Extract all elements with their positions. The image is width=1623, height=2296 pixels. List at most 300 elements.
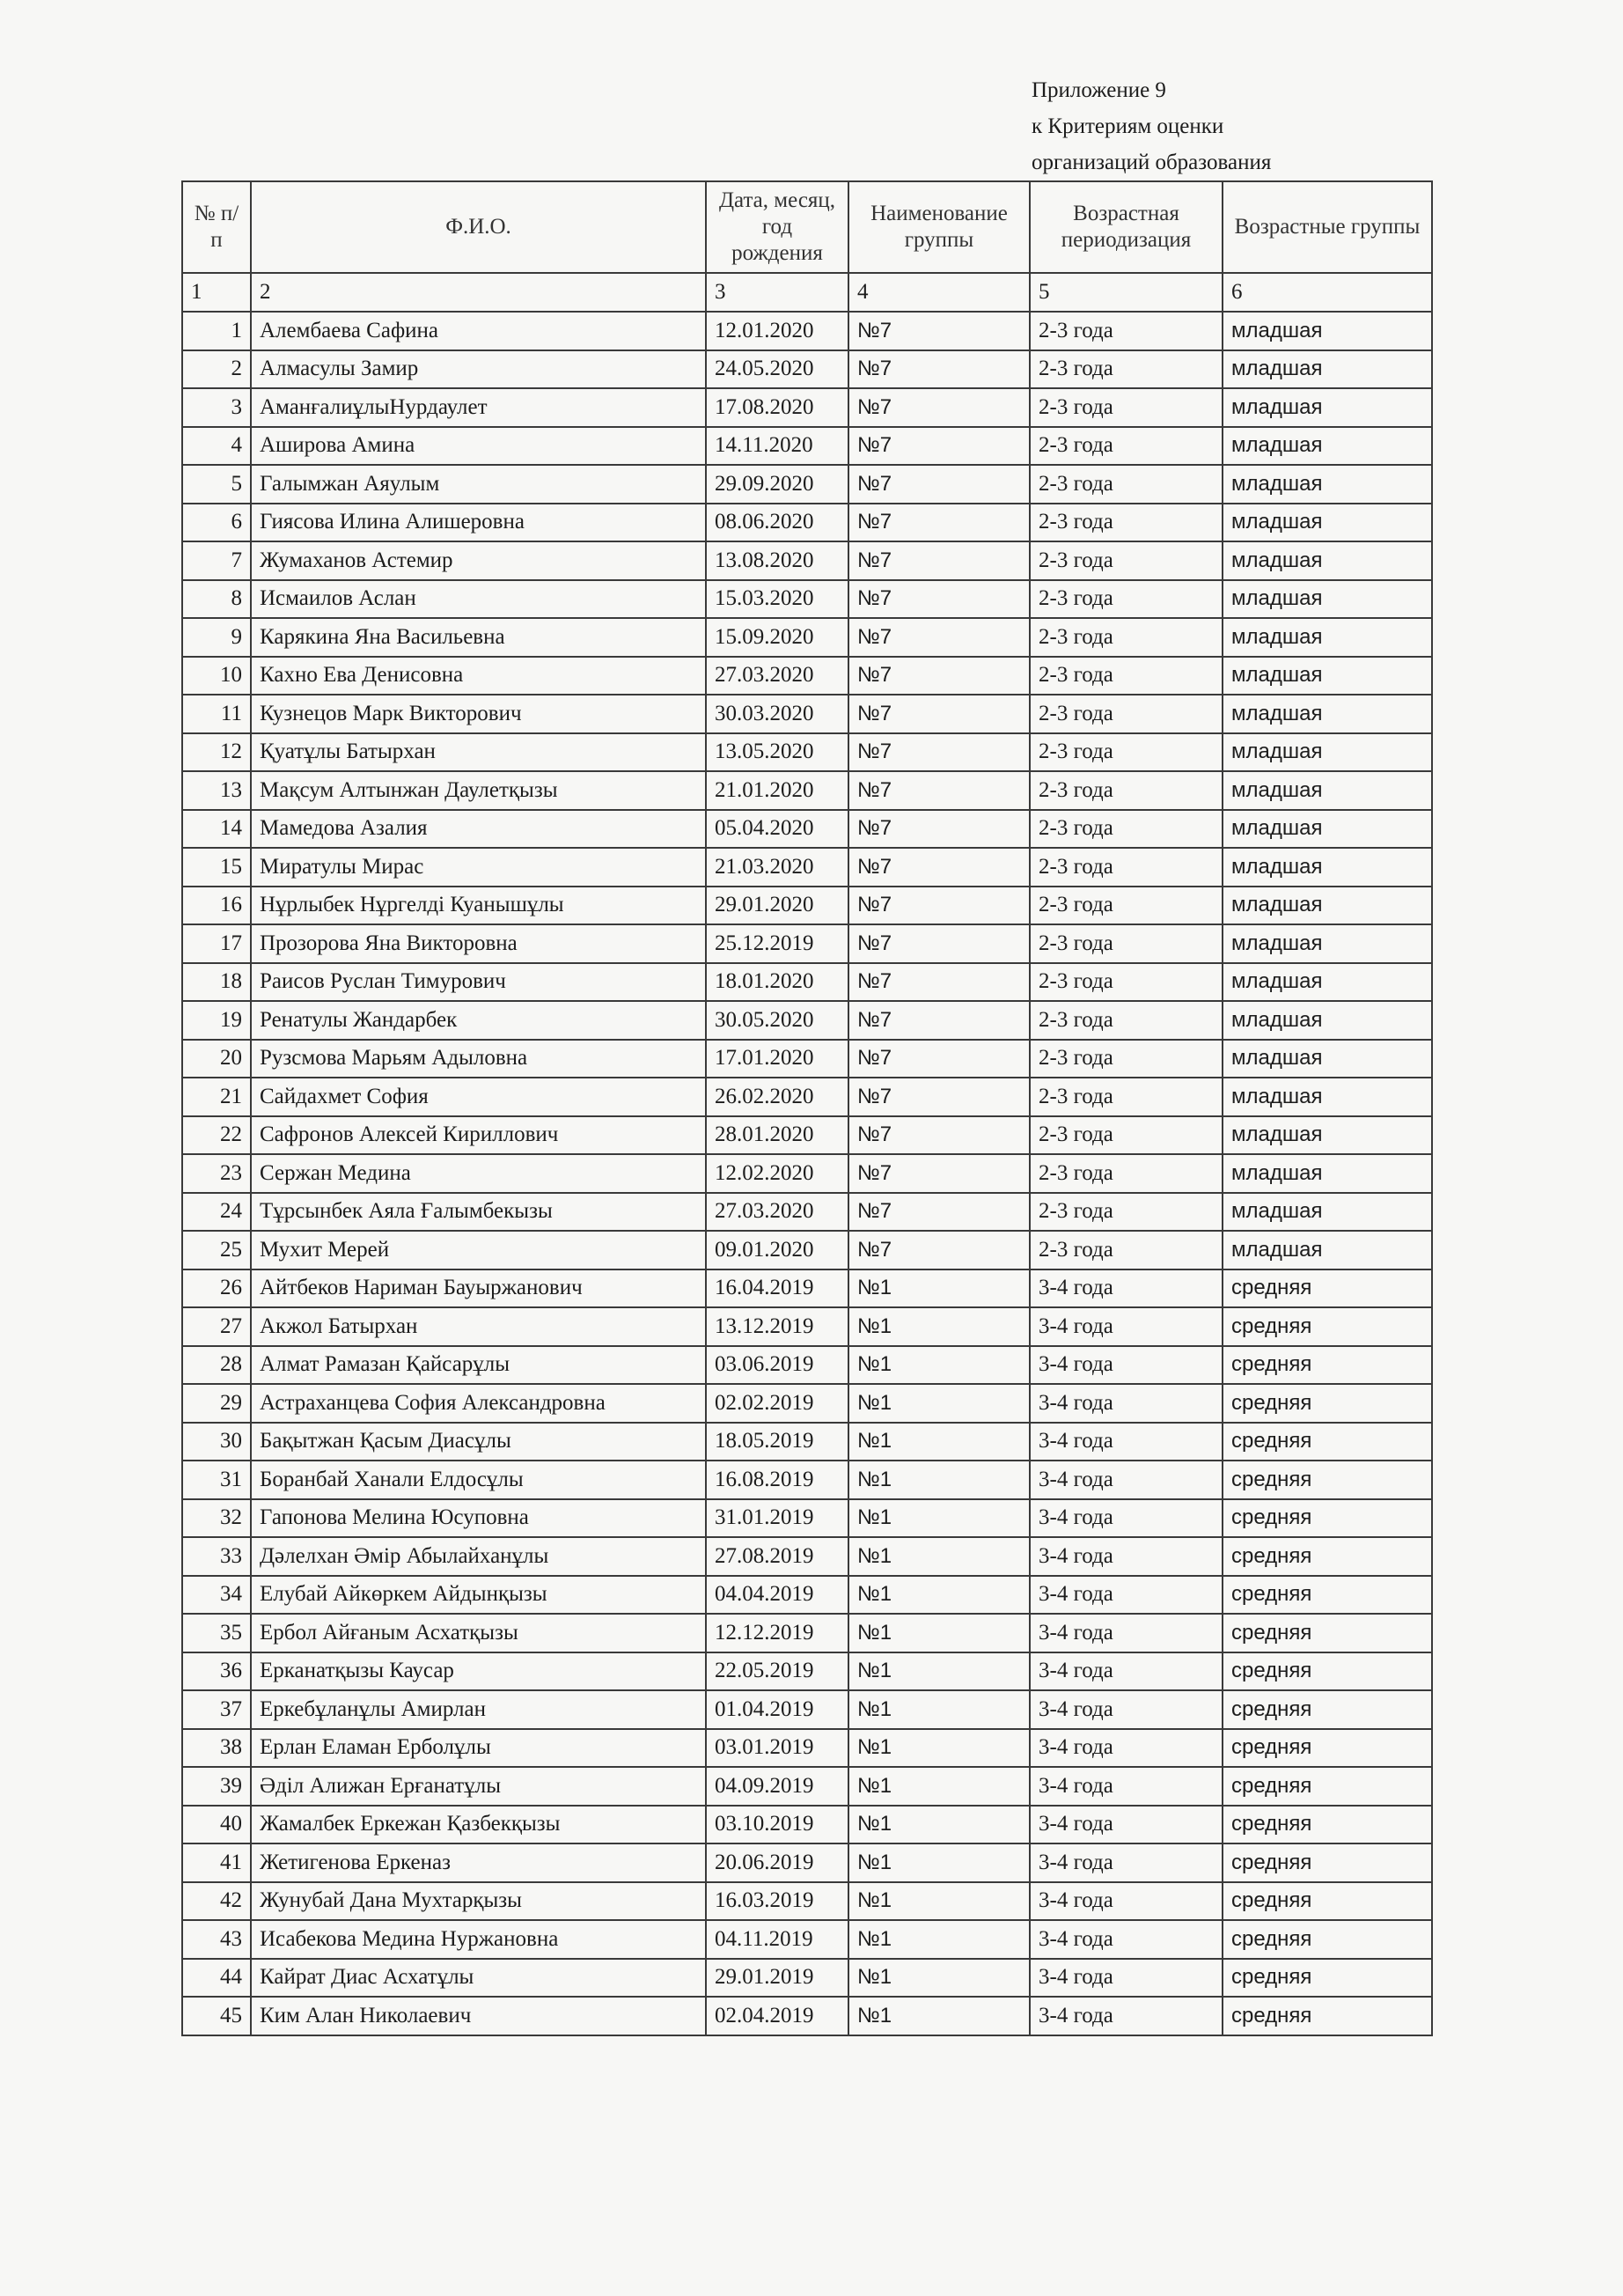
row-index: 19 <box>182 1001 251 1040</box>
row-index: 38 <box>182 1729 251 1768</box>
appendix-subtitle-line: организаций образования <box>1032 151 1272 174</box>
group-name: №7 <box>848 848 1030 887</box>
birth-date: 04.04.2019 <box>706 1576 848 1615</box>
row-index: 39 <box>182 1767 251 1806</box>
table-row <box>182 1806 1432 1844</box>
age-period: 2-3 года <box>1030 312 1223 350</box>
birth-date: 22.05.2019 <box>706 1652 848 1691</box>
age-period: 2-3 года <box>1030 1231 1223 1269</box>
group-name: №7 <box>848 1040 1030 1078</box>
birth-date: 03.01.2019 <box>706 1729 848 1768</box>
age-period: 3-4 года <box>1030 1614 1223 1652</box>
row-index: 12 <box>182 733 251 772</box>
row-index: 33 <box>182 1537 251 1576</box>
age-group: средняя <box>1223 1269 1432 1308</box>
child-full-name: Сайдахмет София <box>251 1078 706 1116</box>
child-full-name: Ерканатқызы Каусар <box>251 1652 706 1691</box>
age-period: 2-3 года <box>1030 810 1223 849</box>
table-row <box>182 848 1432 887</box>
group-name: №7 <box>848 733 1030 772</box>
row-index: 41 <box>182 1843 251 1882</box>
age-group: средняя <box>1223 1959 1432 1998</box>
birth-date: 12.02.2020 <box>706 1154 848 1193</box>
table-row <box>182 1959 1432 1998</box>
table-row <box>182 1154 1432 1193</box>
birth-date: 03.06.2019 <box>706 1346 848 1385</box>
table-row <box>182 695 1432 733</box>
column-number: 4 <box>848 273 1030 312</box>
row-index: 37 <box>182 1690 251 1729</box>
age-group: младшая <box>1223 504 1432 542</box>
age-group: средняя <box>1223 1920 1432 1959</box>
age-group: средняя <box>1223 1537 1432 1576</box>
age-period: 3-4 года <box>1030 1384 1223 1423</box>
age-period: 2-3 года <box>1030 733 1223 772</box>
age-period: 2-3 года <box>1030 657 1223 695</box>
age-group: средняя <box>1223 1614 1432 1652</box>
table-row <box>182 771 1432 810</box>
age-period: 2-3 года <box>1030 1154 1223 1193</box>
group-name: №7 <box>848 771 1030 810</box>
column-number: 5 <box>1030 273 1223 312</box>
table-row <box>182 733 1432 772</box>
child-full-name: Нұрлыбек Нұргелді Куанышұлы <box>251 887 706 925</box>
header-group-name: Наименование группы <box>848 181 1030 273</box>
group-name: №1 <box>848 1690 1030 1729</box>
age-group: младшая <box>1223 618 1432 657</box>
birth-date: 17.08.2020 <box>706 388 848 427</box>
table-row <box>182 1307 1432 1346</box>
child-full-name: Рузсмова Марьям Адыловна <box>251 1040 706 1078</box>
child-full-name: Галымжан Аяулым <box>251 465 706 504</box>
age-period: 2-3 года <box>1030 465 1223 504</box>
age-group: младшая <box>1223 350 1432 389</box>
birth-date: 05.04.2020 <box>706 810 848 849</box>
age-group: средняя <box>1223 1499 1432 1538</box>
birth-date: 16.03.2019 <box>706 1882 848 1921</box>
table-row <box>182 657 1432 695</box>
table-header-row <box>182 181 1432 273</box>
table-row <box>182 541 1432 580</box>
column-number: 2 <box>251 273 706 312</box>
header-age-group: Возрастные группы <box>1223 181 1432 273</box>
row-index: 36 <box>182 1652 251 1691</box>
child-full-name: Алембаева Сафина <box>251 312 706 350</box>
age-period: 3-4 года <box>1030 1729 1223 1768</box>
age-period: 3-4 года <box>1030 1997 1223 2035</box>
age-period: 2-3 года <box>1030 350 1223 389</box>
group-name: №1 <box>848 1307 1030 1346</box>
birth-date: 31.01.2019 <box>706 1499 848 1538</box>
birth-date: 17.01.2020 <box>706 1040 848 1078</box>
group-name: №1 <box>848 1729 1030 1768</box>
row-index: 24 <box>182 1193 251 1232</box>
table-row <box>182 1384 1432 1423</box>
age-period: 2-3 года <box>1030 924 1223 963</box>
child-full-name: Әділ Алижан Ерғанатұлы <box>251 1767 706 1806</box>
row-index: 9 <box>182 618 251 657</box>
row-index: 17 <box>182 924 251 963</box>
child-full-name: Исабекова Медина Нуржановна <box>251 1920 706 1959</box>
age-group: средняя <box>1223 1423 1432 1461</box>
child-full-name: Кузнецов Марк Викторович <box>251 695 706 733</box>
group-name: №7 <box>848 312 1030 350</box>
age-period: 3-4 года <box>1030 1576 1223 1615</box>
table-row <box>182 1882 1432 1921</box>
table-row <box>182 1231 1432 1269</box>
age-group: младшая <box>1223 771 1432 810</box>
age-period: 3-4 года <box>1030 1806 1223 1844</box>
age-group: младшая <box>1223 1231 1432 1269</box>
birth-date: 20.06.2019 <box>706 1843 848 1882</box>
group-name: №1 <box>848 1806 1030 1844</box>
table-row <box>182 504 1432 542</box>
child-full-name: Астраханцева София Александровна <box>251 1384 706 1423</box>
age-period: 3-4 года <box>1030 1882 1223 1921</box>
age-period: 2-3 года <box>1030 695 1223 733</box>
table-row <box>182 1116 1432 1155</box>
child-full-name: Жетигенова Еркеназ <box>251 1843 706 1882</box>
birth-date: 15.03.2020 <box>706 580 848 619</box>
birth-date: 16.08.2019 <box>706 1461 848 1499</box>
birth-date: 29.09.2020 <box>706 465 848 504</box>
table-row <box>182 1499 1432 1538</box>
group-name: №1 <box>848 1652 1030 1691</box>
row-index: 18 <box>182 963 251 1002</box>
table-row <box>182 1767 1432 1806</box>
table-row <box>182 1269 1432 1308</box>
child-full-name: Исмаилов Аслан <box>251 580 706 619</box>
birth-date: 04.09.2019 <box>706 1767 848 1806</box>
age-period: 2-3 года <box>1030 887 1223 925</box>
child-full-name: Боранбай Ханали Елдосұлы <box>251 1461 706 1499</box>
child-full-name: Жумаханов Астемир <box>251 541 706 580</box>
row-index: 2 <box>182 350 251 389</box>
column-number-row <box>182 273 1432 312</box>
table-row <box>182 580 1432 619</box>
age-group: средняя <box>1223 1806 1432 1844</box>
age-group: средняя <box>1223 1652 1432 1691</box>
child-full-name: Карякина Яна Васильевна <box>251 618 706 657</box>
child-full-name: Дәлелхан Әмір Абылайханұлы <box>251 1537 706 1576</box>
table-row <box>182 1346 1432 1385</box>
table-row <box>182 887 1432 925</box>
age-period: 3-4 года <box>1030 1537 1223 1576</box>
header-full-name: Ф.И.О. <box>251 181 706 273</box>
group-name: №7 <box>848 1116 1030 1155</box>
birth-date: 27.08.2019 <box>706 1537 848 1576</box>
group-name: №7 <box>848 695 1030 733</box>
row-index: 30 <box>182 1423 251 1461</box>
birth-date: 24.05.2020 <box>706 350 848 389</box>
group-name: №1 <box>848 1767 1030 1806</box>
age-group: младшая <box>1223 887 1432 925</box>
age-group: средняя <box>1223 1882 1432 1921</box>
table-row <box>182 1193 1432 1232</box>
row-index: 15 <box>182 848 251 887</box>
birth-date: 08.06.2020 <box>706 504 848 542</box>
child-full-name: Еркебұланұлы Амирлан <box>251 1690 706 1729</box>
table-row <box>182 312 1432 350</box>
age-group: младшая <box>1223 695 1432 733</box>
birth-date: 12.01.2020 <box>706 312 848 350</box>
group-name: №7 <box>848 580 1030 619</box>
appendix-subtitle-line: к Критериям оценки <box>1032 114 1224 138</box>
child-full-name: Жунубай Дана Мухтарқызы <box>251 1882 706 1921</box>
age-group: средняя <box>1223 1843 1432 1882</box>
table-row <box>182 1001 1432 1040</box>
group-name: №1 <box>848 1614 1030 1652</box>
birth-date: 13.12.2019 <box>706 1307 848 1346</box>
birth-date: 21.01.2020 <box>706 771 848 810</box>
column-number: 6 <box>1223 273 1432 312</box>
column-number: 1 <box>182 273 251 312</box>
group-name: №1 <box>848 1882 1030 1921</box>
age-group: младшая <box>1223 1040 1432 1078</box>
age-group: младшая <box>1223 1154 1432 1193</box>
group-name: №7 <box>848 465 1030 504</box>
age-period: 2-3 года <box>1030 427 1223 466</box>
row-index: 40 <box>182 1806 251 1844</box>
group-name: №1 <box>848 1384 1030 1423</box>
table-row <box>182 465 1432 504</box>
birth-date: 09.01.2020 <box>706 1231 848 1269</box>
age-group: средняя <box>1223 1576 1432 1615</box>
age-group: младшая <box>1223 1078 1432 1116</box>
group-name: №1 <box>848 1269 1030 1308</box>
child-full-name: Сержан Медина <box>251 1154 706 1193</box>
table-row <box>182 1729 1432 1768</box>
child-full-name: Сафронов Алексей Кириллович <box>251 1116 706 1155</box>
row-index: 27 <box>182 1307 251 1346</box>
children-roster-table <box>181 180 1433 2036</box>
age-group: младшая <box>1223 1193 1432 1232</box>
child-full-name: Алмат Рамазан Қайсарұлы <box>251 1346 706 1385</box>
child-full-name: Ким Алан Николаевич <box>251 1997 706 2035</box>
age-group: младшая <box>1223 810 1432 849</box>
age-group: младшая <box>1223 924 1432 963</box>
age-period: 2-3 года <box>1030 541 1223 580</box>
child-full-name: Айтбеков Нариман Бауыржанович <box>251 1269 706 1308</box>
row-index: 32 <box>182 1499 251 1538</box>
child-full-name: Тұрсынбек Аяла Ғалымбекызы <box>251 1193 706 1232</box>
group-name: №7 <box>848 1001 1030 1040</box>
row-index: 21 <box>182 1078 251 1116</box>
birth-date: 04.11.2019 <box>706 1920 848 1959</box>
age-period: 2-3 года <box>1030 771 1223 810</box>
birth-date: 13.05.2020 <box>706 733 848 772</box>
table-row <box>182 810 1432 849</box>
group-name: №7 <box>848 963 1030 1002</box>
age-group: младшая <box>1223 1001 1432 1040</box>
birth-date: 28.01.2020 <box>706 1116 848 1155</box>
group-name: №7 <box>848 427 1030 466</box>
table-row <box>182 1537 1432 1576</box>
child-full-name: Қуатұлы Батырхан <box>251 733 706 772</box>
age-group: средняя <box>1223 1997 1432 2035</box>
birth-date: 16.04.2019 <box>706 1269 848 1308</box>
table-row <box>182 1614 1432 1652</box>
group-name: №7 <box>848 1193 1030 1232</box>
child-full-name: Мақсум Алтынжан Даулетқызы <box>251 771 706 810</box>
child-full-name: Гиясова Илина Алишеровна <box>251 504 706 542</box>
age-period: 3-4 года <box>1030 1346 1223 1385</box>
age-group: младшая <box>1223 657 1432 695</box>
appendix-title: Приложение 9 <box>1032 78 1166 102</box>
table-row <box>182 1040 1432 1078</box>
group-name: №7 <box>848 1078 1030 1116</box>
birth-date: 14.11.2020 <box>706 427 848 466</box>
group-name: №7 <box>848 1231 1030 1269</box>
age-period: 2-3 года <box>1030 1193 1223 1232</box>
age-period: 3-4 года <box>1030 1423 1223 1461</box>
row-index: 29 <box>182 1384 251 1423</box>
child-full-name: Акжол Батырхан <box>251 1307 706 1346</box>
age-group: младшая <box>1223 541 1432 580</box>
age-group: младшая <box>1223 312 1432 350</box>
age-period: 3-4 года <box>1030 1499 1223 1538</box>
row-index: 4 <box>182 427 251 466</box>
row-index: 35 <box>182 1614 251 1652</box>
row-index: 5 <box>182 465 251 504</box>
age-period: 3-4 года <box>1030 1269 1223 1308</box>
row-index: 1 <box>182 312 251 350</box>
group-name: №7 <box>848 887 1030 925</box>
group-name: №1 <box>848 1423 1030 1461</box>
age-group: младшая <box>1223 465 1432 504</box>
birth-date: 18.01.2020 <box>706 963 848 1002</box>
group-name: №1 <box>848 1843 1030 1882</box>
row-index: 3 <box>182 388 251 427</box>
age-group: младшая <box>1223 848 1432 887</box>
age-group: младшая <box>1223 388 1432 427</box>
group-name: №1 <box>848 1461 1030 1499</box>
age-period: 2-3 года <box>1030 580 1223 619</box>
age-period: 3-4 года <box>1030 1690 1223 1729</box>
row-index: 44 <box>182 1959 251 1998</box>
row-index: 22 <box>182 1116 251 1155</box>
row-index: 28 <box>182 1346 251 1385</box>
birth-date: 30.03.2020 <box>706 695 848 733</box>
group-name: №7 <box>848 350 1030 389</box>
row-index: 45 <box>182 1997 251 2035</box>
child-full-name: Ербол Айғаным Асхатқызы <box>251 1614 706 1652</box>
row-index: 20 <box>182 1040 251 1078</box>
age-group: средняя <box>1223 1767 1432 1806</box>
age-period: 3-4 года <box>1030 1307 1223 1346</box>
table-row <box>182 1920 1432 1959</box>
age-period: 3-4 года <box>1030 1843 1223 1882</box>
age-period: 3-4 года <box>1030 1652 1223 1691</box>
column-number: 3 <box>706 273 848 312</box>
child-full-name: Ренатулы Жандарбек <box>251 1001 706 1040</box>
table-row <box>182 1843 1432 1882</box>
table-row <box>182 1576 1432 1615</box>
group-name: №7 <box>848 1154 1030 1193</box>
group-name: №7 <box>848 657 1030 695</box>
age-group: средняя <box>1223 1384 1432 1423</box>
group-name: №1 <box>848 1997 1030 2035</box>
age-group: младшая <box>1223 580 1432 619</box>
age-group: младшая <box>1223 733 1432 772</box>
appendix-header <box>1032 72 1271 180</box>
header-index: № п/п <box>182 181 251 273</box>
child-full-name: Кайрат Диас Асхатұлы <box>251 1959 706 1998</box>
row-index: 8 <box>182 580 251 619</box>
birth-date: 03.10.2019 <box>706 1806 848 1844</box>
child-full-name: Алмасулы Замир <box>251 350 706 389</box>
birth-date: 26.02.2020 <box>706 1078 848 1116</box>
group-name: №7 <box>848 388 1030 427</box>
age-period: 3-4 года <box>1030 1461 1223 1499</box>
row-index: 7 <box>182 541 251 580</box>
child-full-name: Мухит Мерей <box>251 1231 706 1269</box>
age-group: средняя <box>1223 1307 1432 1346</box>
age-group: младшая <box>1223 427 1432 466</box>
table-row <box>182 1997 1432 2035</box>
group-name: №7 <box>848 810 1030 849</box>
child-full-name: Елубай Айкөркем Айдынқызы <box>251 1576 706 1615</box>
row-index: 16 <box>182 887 251 925</box>
table-row <box>182 388 1432 427</box>
birth-date: 25.12.2019 <box>706 924 848 963</box>
table-row <box>182 1461 1432 1499</box>
row-index: 6 <box>182 504 251 542</box>
group-name: №1 <box>848 1576 1030 1615</box>
birth-date: 13.08.2020 <box>706 541 848 580</box>
table-row <box>182 1652 1432 1691</box>
child-full-name: Мамедова Азалия <box>251 810 706 849</box>
row-index: 11 <box>182 695 251 733</box>
table-row <box>182 427 1432 466</box>
child-full-name: Кахно Ева Денисовна <box>251 657 706 695</box>
group-name: №7 <box>848 618 1030 657</box>
group-name: №7 <box>848 541 1030 580</box>
table-row <box>182 1423 1432 1461</box>
age-group: младшая <box>1223 1116 1432 1155</box>
row-index: 23 <box>182 1154 251 1193</box>
age-period: 2-3 года <box>1030 1078 1223 1116</box>
row-index: 43 <box>182 1920 251 1959</box>
age-group: младшая <box>1223 963 1432 1002</box>
age-group: средняя <box>1223 1690 1432 1729</box>
birth-date: 30.05.2020 <box>706 1001 848 1040</box>
row-index: 25 <box>182 1231 251 1269</box>
age-period: 2-3 года <box>1030 1116 1223 1155</box>
header-age-period: Возрастная периодизация <box>1030 181 1223 273</box>
child-full-name: Миратулы Мирас <box>251 848 706 887</box>
table-row <box>182 963 1432 1002</box>
row-index: 31 <box>182 1461 251 1499</box>
row-index: 14 <box>182 810 251 849</box>
birth-date: 02.02.2019 <box>706 1384 848 1423</box>
birth-date: 12.12.2019 <box>706 1614 848 1652</box>
age-group: средняя <box>1223 1461 1432 1499</box>
table-row <box>182 350 1432 389</box>
table-row <box>182 1078 1432 1116</box>
row-index: 13 <box>182 771 251 810</box>
age-period: 2-3 года <box>1030 963 1223 1002</box>
child-full-name: Бақытжан Қасым Диасұлы <box>251 1423 706 1461</box>
birth-date: 01.04.2019 <box>706 1690 848 1729</box>
child-full-name: Гапонова Мелина Юсуповна <box>251 1499 706 1538</box>
birth-date: 15.09.2020 <box>706 618 848 657</box>
birth-date: 21.03.2020 <box>706 848 848 887</box>
row-index: 26 <box>182 1269 251 1308</box>
child-full-name: АманғалиұлыНурдаулет <box>251 388 706 427</box>
child-full-name: Ерлан Еламан Ерболұлы <box>251 1729 706 1768</box>
row-index: 42 <box>182 1882 251 1921</box>
